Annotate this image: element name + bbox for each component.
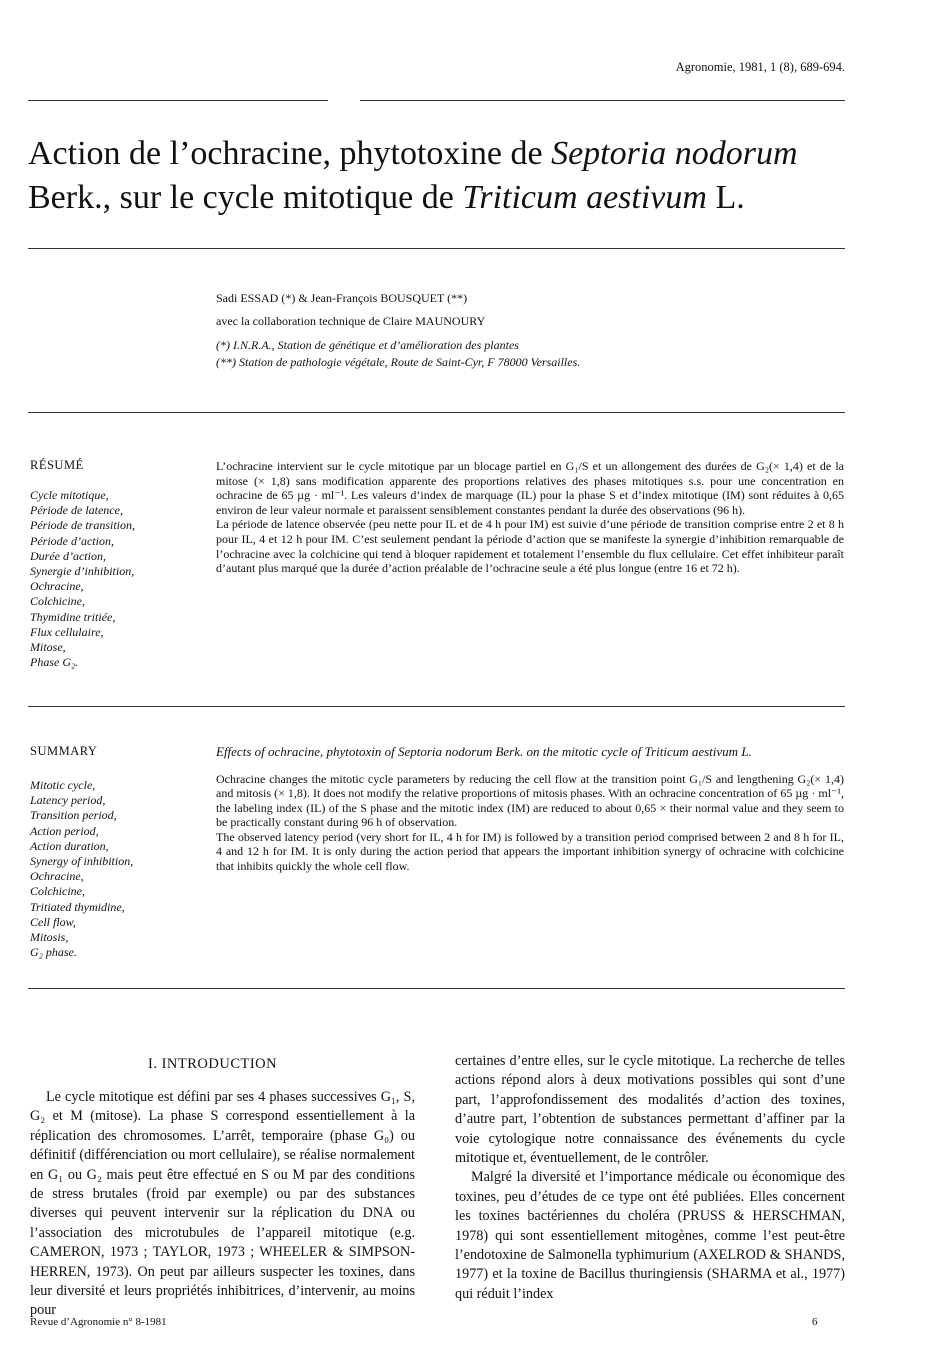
resume-heading: RÉSUMÉ bbox=[30, 458, 84, 472]
introduction-heading: I. INTRODUCTION bbox=[148, 1056, 278, 1072]
journal-citation: Agronomie, 1981, 1 (8), 689-694. bbox=[675, 60, 845, 74]
keyword: Synergie d’inhibition, bbox=[30, 564, 135, 579]
keyword: Mitose, bbox=[30, 640, 66, 655]
keyword: Transition period, bbox=[30, 808, 117, 823]
summary-keywords bbox=[30, 778, 200, 960]
summary-title: Effects of ochracine, phytotoxin of Septoria nodorum Berk. on the mitotic cycle of Triticum aestivum L. bbox=[216, 744, 752, 759]
intro-paragraph: Le cycle mitotique est défini par ses 4 phases successives G₁, S, G₂ et M (mitose). La phase S correspond essentiellement à la réplication des chromosomes. L’arrêt, temporaire (phase G₀) ou définitif (différenciation ou mort cellulaire), se réalise normalement en G₁ ou G₂ mais peut être effectué en S ou M par des conditions de stress brutales (froid par exemple) ou par des substances diverses qui peuvent intervenir sur la réplication du DNA ou l’association des microtubules de l’appareil mitotique (e.g. CAMERON, 1973 ; TAYLOR, 1973 ; WHEELER & SIMPSON-HERREN, 1973). On peut par ailleurs suspecter les toxines, dans leur diversité et leurs propriétés inhibitrices, d’intervenir, au moins pour bbox=[30, 1089, 415, 1319]
keyword: Cycle mitotique, bbox=[30, 488, 109, 502]
keyword: Tritiated thymidine, bbox=[30, 899, 125, 914]
keyword: Période de transition, bbox=[30, 518, 135, 533]
keyword: Thymidine tritiée, bbox=[30, 609, 116, 624]
keyword: Durée d’action, bbox=[30, 548, 106, 563]
article-title: Action de l’ochracine, phytotoxine de Septoria nodorum Berk., sur le cycle mitotique de Triticum aestivum L. bbox=[28, 135, 798, 216]
keyword: Action duration, bbox=[30, 838, 109, 853]
header-rule-short bbox=[28, 100, 328, 101]
author-names: Sadi ESSAD (*) & Jean-François BOUSQUET (**) bbox=[216, 291, 468, 305]
summary-paragraph-2: The observed latency period (very short for IL, 4 h for IM) is followed by a transition period comprised between 2 and 8 h for IL, 4 and 12 h for IM. It is only during the action period that appears the important inhibition synergy of ochracine with colchicine that inhibits quickly the whole cell flow. bbox=[216, 829, 844, 874]
keyword: Ochracine, bbox=[30, 579, 84, 594]
keyword: Mitotic cycle, bbox=[30, 778, 96, 792]
keyword: Ochracine, bbox=[30, 869, 84, 884]
title-rule bbox=[28, 248, 845, 249]
keyword: Latency period, bbox=[30, 793, 106, 808]
intro-left-column bbox=[30, 1088, 415, 1321]
header-rule bbox=[360, 100, 845, 101]
keyword: Flux cellulaire, bbox=[30, 624, 104, 639]
affiliation-1: (*) I.N.R.A., Station de génétique et d’amélioration des plantes bbox=[216, 338, 519, 352]
resume-paragraph-2: La période de latence observée (peu nette pour IL et de 4 h pour IM) est suivie d’une période de transition comprise entre 2 et 8 h pour IL, 4 et 12 h pour IM. C’est seulement pendant la période d’action que se manifeste la synergie d’inhibition remarquable de l’ochracine avec la colchicine qui tend à bloquer rapidement et totalement l’ensemble du flux cellulaire. Cet effet inhibiteur paraît d’autant plus marqué que la durée d’action préalable de l’ochracine seule a été plus longue (entre 16 et 72 h). bbox=[216, 517, 844, 576]
keyword: Cell flow, bbox=[30, 914, 76, 929]
summary-abstract bbox=[216, 744, 844, 874]
keyword: Période de latence, bbox=[30, 503, 123, 518]
collaboration: avec la collaboration technique de Claire MAUNOURY bbox=[216, 314, 486, 328]
keyword: Mitosis, bbox=[30, 930, 69, 945]
keyword: Période d’action, bbox=[30, 533, 114, 548]
resume-rule bbox=[28, 706, 845, 707]
keyword: G₂ phase. bbox=[30, 945, 77, 960]
resume-abstract bbox=[216, 459, 844, 576]
intro-paragraph-2: Malgré la diversité et l’importance médicale ou économique des toxines, peu d’études de ce type ont été publiées. Elles concernent les toxines bactériennes du choléra (PRUSS & HERSCHMAN, 1978) qui sont essentiellement mitogènes, comme l’est peut-être l’endotoxine de Salmonella typhimurium (AXELROD & SHANDS, 1977) et la toxine de Bacillus thuringiensis (SHARMA et al., 1977) qui réduit l’index bbox=[455, 1169, 845, 1302]
authors-rule bbox=[28, 412, 845, 413]
intro-paragraph-continued: certaines d’entre elles, sur le cycle mitotique. La recherche de telles actions répond alors à deux motivations possibles qui sont d’une part, l’approfondissement des modalités d’action des toxines, d’autre part, l’obtention de substances permettant d’affiner par la voie cytologique notre connaissance des événements du cycle mitotique et, éventuellement, de le contrôler. bbox=[455, 1053, 845, 1167]
resume-keywords bbox=[30, 488, 200, 670]
keyword: Action period, bbox=[30, 823, 99, 838]
author-block bbox=[216, 290, 836, 371]
intro-right-column bbox=[455, 1052, 845, 1304]
summary-heading: SUMMARY bbox=[30, 744, 98, 758]
summary-paragraph-1: Ochracine changes the mitotic cycle parameters by reducing the cell flow at the transition point G₁/S and lengthening G₂(× 1,4) and mitosis (× 1,8). It does not modify the relative proportions of mitosis phases. With an ochracine concentration of 65 µg · ml⁻¹, the labeling index (IL) of the S phase and the mitotic index (IM) are reduced to about 0,65 × their normal value and they seem to be practically constant during 96 h of observation. bbox=[216, 771, 844, 830]
page-number: 6 bbox=[812, 1316, 818, 1328]
keyword: Colchicine, bbox=[30, 594, 85, 609]
keyword: Colchicine, bbox=[30, 884, 85, 899]
resume-paragraph-1: L’ochracine intervient sur le cycle mitotique par un blocage partiel en G₁/S et un allongement des durées de G₂(× 1,4) et de la mitose (× 1,8) sans modification apparente des proportions relatives des phases mitotiques s.s. pour une concentration en ochracine de 65 µg · ml⁻¹. Les valeurs d’index de marquage (IL) pour la phase S et d’index mitotique (IM) sont réduites à 0,65 environ de leur valeur normale et paraissent sensiblement constantes pendant la durée des observations (96 h). bbox=[216, 459, 844, 517]
summary-rule bbox=[28, 988, 845, 989]
keyword: Phase G₂. bbox=[30, 655, 79, 670]
keyword: Synergy of inhibition, bbox=[30, 854, 134, 869]
footer-journal: Revue d’Agronomie n° 8-1981 bbox=[30, 1316, 167, 1328]
affiliation-2: (**) Station de pathologie végétale, Route de Saint-Cyr, F 78000 Versailles. bbox=[216, 355, 581, 369]
